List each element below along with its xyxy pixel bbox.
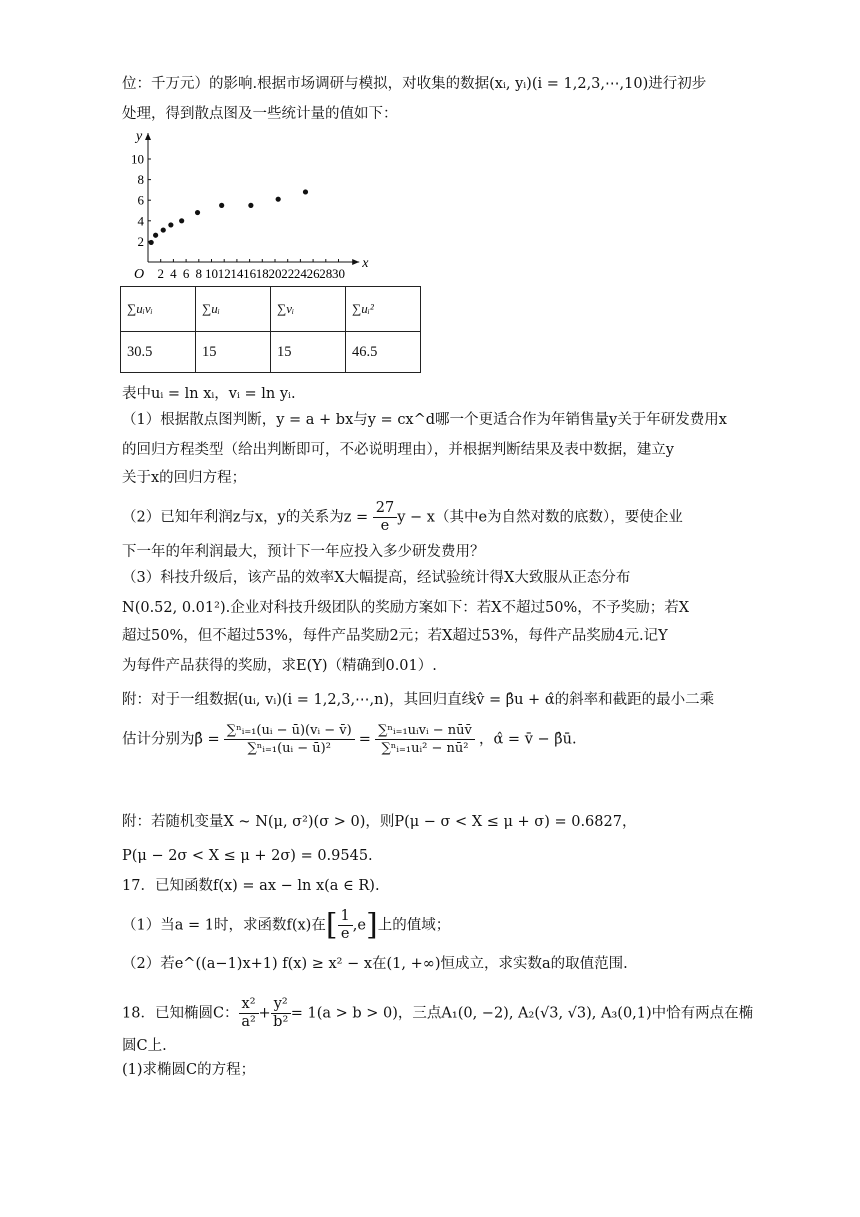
data-point (276, 197, 281, 202)
equals-sign: = (358, 731, 371, 748)
text-line-21: 圆C上. (122, 1038, 167, 1054)
fraction-y2-b2: $\frac{\text{y²}}{\text{b²}}$ (271, 996, 291, 1031)
origin-label: O (134, 267, 145, 282)
beta-label: 估计分别为β̂ = (122, 731, 220, 748)
x-tick-label: 20 (268, 266, 282, 281)
fraction-1-over-e: $\frac{1}{e}$ (338, 908, 353, 943)
data-point (248, 203, 253, 208)
data-point (303, 189, 308, 194)
text-line-17: 17．已知函数f(x) = ax − ln x(a ∈ R). (122, 878, 380, 894)
text-line-16: P(μ − 2σ < X ≤ μ + 2σ) = 0.9545. (122, 848, 373, 864)
text-line-7 (122, 500, 683, 535)
x-axis-arrow (352, 259, 359, 265)
x-tick-label: 4 (170, 266, 177, 281)
data-point (219, 203, 224, 208)
text-line-13: 附：对于一组数据(uᵢ, vᵢ)(i = 1,2,3,⋯,n)，其回归直线v̂ = β̂u + α̂的斜率和截距的最小二乘 (122, 692, 715, 708)
text-line-15: 附：若随机变量X ~ N(μ, σ²)(σ > 0)，则P(μ − σ < X ≤ μ + σ) = 0.6827， (122, 814, 637, 830)
text-line-9: （3）科技升级后，该产品的效率X大幅提高，经试验统计得X大致服从正态分布 (122, 570, 631, 586)
x-tick-label: 24 (293, 266, 307, 281)
x-tick-label: 12 (217, 266, 231, 281)
value-sum-v: 15 (271, 332, 346, 373)
text-line-19: （2）若e^((a−1)x+1) f(x) ≥ x² − x在(1, +∞)恒成立，求实数a的取值范围. (122, 956, 628, 972)
text-line-2: 处理，得到散点图及一些统计量的值如下： (122, 106, 398, 122)
scatter-plot (120, 128, 490, 283)
data-point (179, 218, 184, 223)
x-tick-label: 2 (157, 266, 164, 281)
y-tick-label: 2 (137, 233, 144, 249)
text-line-14 (122, 722, 577, 757)
line-20-end: = 1(a > b > 0)，三点A₁(0, −2), A₂(√3, √3), A₃(0,1)中恰有两点在椭 (290, 1005, 754, 1022)
text-line-8: 下一年的年利润最大，预计下一年应投入多少研发费用？ (122, 544, 485, 560)
data-point (195, 210, 200, 215)
text-line-1: 位：千万元）的影响.根据市场调研与模拟，对收集的数据(xᵢ, yᵢ)(i = 1,2,3,⋯,10)进行初步 (122, 76, 707, 92)
interval-right: ,e (352, 917, 366, 934)
line-7-start: （2）已知年利润z与x，y的关系为z = (122, 509, 373, 526)
text-line-11: 超过50%，但不超过53%，每件产品奖励2元；若X超过53%，每件产品奖励4元.记Y (122, 628, 668, 644)
x-tick-label: 10 (205, 266, 218, 281)
x-tick-label: 16 (243, 266, 257, 281)
line-20-start: 18．已知椭圆C： (122, 1005, 239, 1022)
x-axis-label: x (362, 256, 369, 271)
right-bracket: ] (365, 907, 378, 943)
x-tick-label: 14 (230, 266, 244, 281)
text-line-18 (122, 908, 450, 943)
beta-fraction-2: $\frac{\text{∑ⁿᵢ₌₁uᵢvᵢ − nūv̄}}{\text{∑ⁿᵢ₌₁uᵢ² − nū²}}$ (375, 722, 475, 757)
x-tick-label: 28 (319, 266, 333, 281)
text-line-3: 表中uᵢ = ln xᵢ，vᵢ = ln yᵢ. (122, 386, 296, 402)
y-tick-label: 10 (131, 151, 144, 167)
y-axis-label: y (136, 129, 143, 144)
text-line-5: 的回归方程类型（给出判断即可，不必说明理由），并根据判断结果及表中数据，建立y (122, 442, 674, 458)
text-line-4: （1）根据散点图判断，y = a + bx与y = cx^d哪一个更适合作为年销售量y关于年研发费用x (122, 412, 727, 428)
value-sum-u2: 46.5 (346, 332, 421, 373)
value-sum-u: 15 (196, 332, 271, 373)
text-line-12: 为每件产品获得的奖励，求E(Y)（精确到0.01）. (122, 658, 437, 674)
x-tick-label: 30 (332, 266, 345, 281)
data-point (149, 240, 154, 245)
line-18-start: （1）当a = 1时，求函数f(x)在 (122, 917, 326, 934)
text-line-22: (1)求椭圆C的方程； (122, 1062, 256, 1078)
y-tick-label: 8 (137, 172, 144, 188)
data-point (153, 233, 158, 238)
y-axis-arrow (145, 133, 151, 140)
fraction-27-over-e: $\frac{27}{e}$ (373, 500, 397, 535)
text-line-10: N(0.52, 0.01²).企业对科技升级团队的奖励方案如下：若X不超过50%，不予奖励；若X (122, 600, 690, 616)
data-point (161, 227, 166, 232)
text-line-20 (122, 996, 753, 1031)
header-sum-uv: ∑uᵢvᵢ (121, 287, 196, 332)
value-sum-uv: 30.5 (121, 332, 196, 373)
beta-fraction-1: $\frac{\text{∑ⁿᵢ₌₁(uᵢ − ū)(vᵢ − v̄)}}{\text{∑ⁿᵢ₌₁(uᵢ − ū)²}}$ (224, 722, 355, 757)
header-sum-u2: ∑uᵢ² (346, 287, 421, 332)
fraction-x2-a2: $\frac{\text{x²}}{\text{a²}}$ (239, 996, 259, 1031)
left-bracket: [ (325, 907, 338, 943)
stats-table (120, 286, 421, 373)
alpha-formula: ，α̂ = v̄ − β̂ū. (479, 731, 577, 748)
y-tick-label: 6 (137, 192, 144, 208)
header-sum-v: ∑vᵢ (271, 287, 346, 332)
y-tick-label: 4 (137, 213, 144, 229)
x-tick-label: 26 (306, 266, 320, 281)
line-18-end: 上的值域； (377, 917, 451, 934)
header-sum-u: ∑uᵢ (196, 287, 271, 332)
data-point (168, 222, 173, 227)
x-tick-label: 18 (255, 266, 269, 281)
x-tick-label: 8 (195, 266, 203, 281)
line-7-end: y − x（其中e为自然对数的底数），要使企业 (397, 509, 683, 526)
x-tick-label: 22 (281, 266, 295, 281)
text-line-6: 关于x的回归方程； (122, 470, 247, 486)
x-tick-label: 6 (182, 266, 190, 281)
plus-sign: + (258, 1005, 271, 1022)
